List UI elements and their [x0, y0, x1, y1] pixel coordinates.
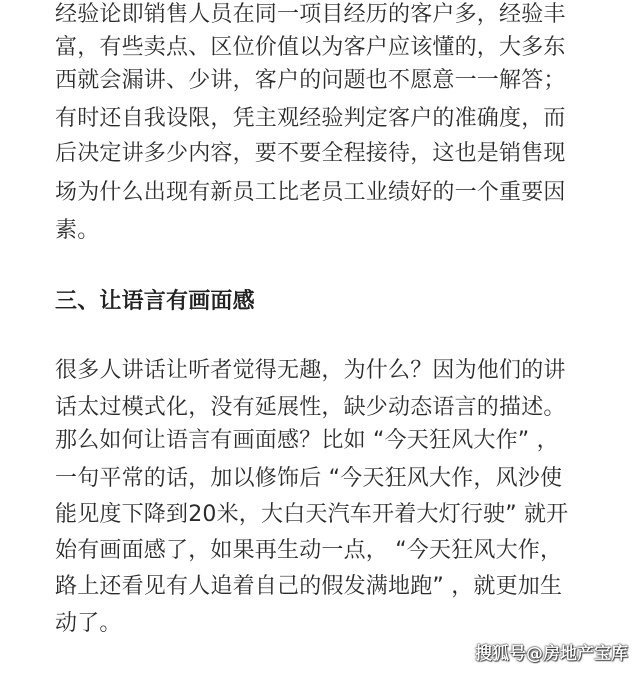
paragraph-2-line: 一句平常的话，加以修饰后 “今天狂风大作，风沙使: [55, 466, 563, 491]
paragraph-2-line: 始有画面感了，如果再生动一点， “今天狂风大作，: [55, 538, 563, 563]
paragraph-2-line: 路上还看见有人追着自己的假发满地跑” ，就更加生: [55, 574, 563, 599]
paragraph-1-line: 场为什么出现有新员工比老员工业绩好的一个重要因: [55, 180, 566, 205]
paragraph-2-line: 那么如何让语言有画面感？比如 “今天狂风大作” ，: [55, 428, 559, 453]
paragraph-1-line: 西就会漏讲、少讲，客户的问题也不愿意一一解答；: [55, 68, 566, 93]
paragraph-2-line: 能见度下降到20米，大白天汽车开着大灯行驶” 就开: [55, 502, 569, 527]
paragraph-1-line: 富，有些卖点、区位价值以为客户应该懂的，大多东: [55, 35, 566, 60]
paragraph-1-line: 后决定讲多少内容，要不要全程接待，这也是销售现: [55, 141, 566, 166]
paragraph-2-line: 话太过模式化，没有延展性，缺少动态语言的描述。: [55, 395, 566, 420]
paragraph-1-line: 经验论即销售人员在同一项目经历的客户多，经验丰: [55, 2, 566, 27]
paragraph-1-line: 有时还自我设限，凭主观经验判定客户的准确度，而: [55, 106, 566, 131]
section-heading: 三、让语言有画面感: [55, 289, 255, 314]
watermark: 搜狐号@房地产宝库: [475, 644, 628, 664]
paragraph-2-line: 很多人讲话让听者觉得无趣，为什么？因为他们的讲: [55, 358, 566, 383]
paragraph-1-line: 素。: [55, 218, 100, 243]
paragraph-2-line: 动了。: [55, 611, 122, 636]
